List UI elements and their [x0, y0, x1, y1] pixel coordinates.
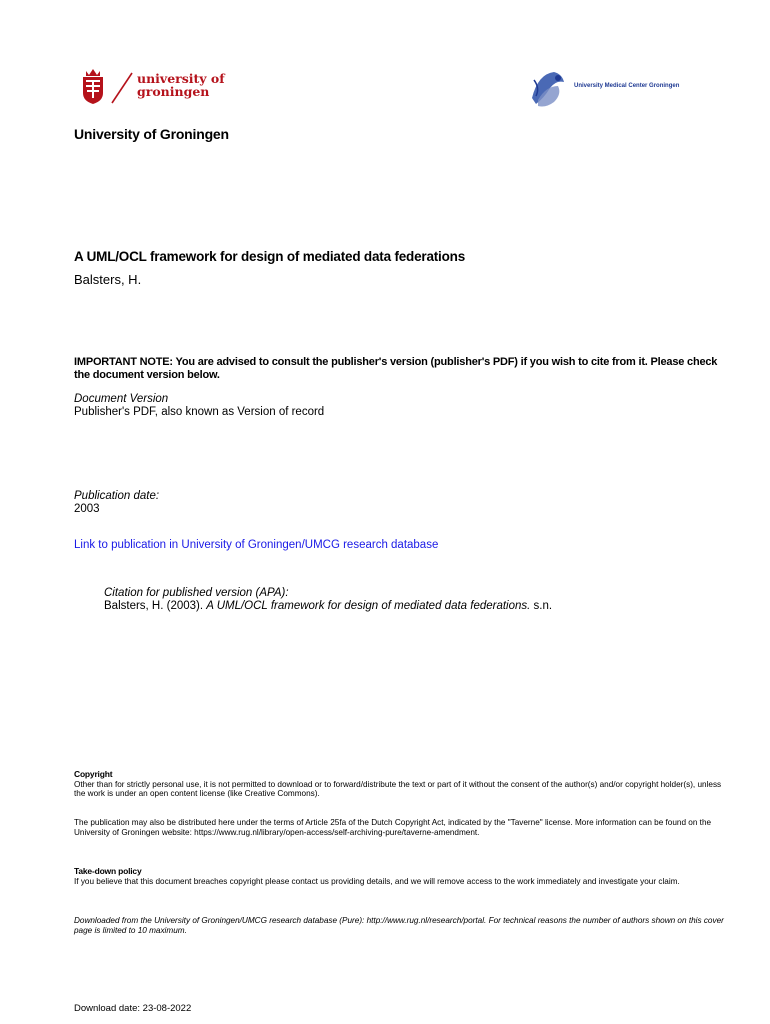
publication-title: A UML/OCL framework for design of mediated data federations — [74, 249, 466, 264]
citation-suffix: s.n. — [530, 600, 553, 612]
citation-text — [104, 600, 552, 613]
publication-date-block — [74, 490, 159, 515]
citation-label: Citation for published version (APA): — [104, 587, 289, 599]
institution-heading: University of Groningen — [74, 126, 229, 142]
rug-wordmark — [137, 72, 225, 98]
rug-slash-icon — [110, 71, 134, 105]
document-version-label: Document Version — [74, 393, 169, 405]
rug-wordmark-line2: groningen — [137, 84, 210, 99]
rug-wordmark-line1: university of — [137, 71, 225, 86]
document-version-block — [74, 393, 324, 418]
downloaded-from-text: Downloaded from the University of Groningen/UMCG research database (Pure): http://www.rug.nl/research/portal. For technical reasons the number of authors shown on this cover page is limited to 10 maximum. — [74, 916, 724, 935]
publication-author: Balsters, H. — [74, 272, 142, 287]
taverne-text: The publication may also be distributed here under the terms of Article 25fa of the Dutch Copyright Act, indicated by the "Taverne" license. More information can be found on the University of Groningen website: https://www.rug.nl/library/open-access/self-archiving-pure/taverne-amendment. — [74, 818, 712, 837]
publication-link[interactable]: Link to publication in University of Groningen/UMCG research database — [74, 539, 439, 551]
download-date: Download date: 23-08-2022 — [74, 1003, 192, 1014]
document-version-value: Publisher's PDF, also known as Version of record — [74, 405, 325, 418]
takedown-block — [74, 867, 724, 886]
takedown-text: If you believe that this document breaches copyright please contact us providing details, and we will remove access to the work immediately and investigate your claim. — [74, 876, 680, 886]
umcg-emblem-icon — [528, 68, 568, 110]
copyright-text: Other than for strictly personal use, it is not permitted to download or to forward/distribute the text or part of it without the consent of the author(s) and/or copyright holder(s), unless the work is under an open content license (like Creative Commons). — [74, 779, 722, 799]
citation-block — [104, 587, 552, 613]
citation-title: A UML/OCL framework for design of mediated data federations. — [206, 600, 531, 612]
takedown-heading: Take-down policy — [74, 866, 142, 876]
copyright-heading: Copyright — [74, 769, 113, 779]
publication-date-label: Publication date: — [74, 490, 160, 502]
umcg-logo — [528, 68, 708, 110]
umcg-wordmark: University Medical Center Groningen — [574, 83, 680, 89]
citation-prefix: Balsters, H. (2003). — [104, 600, 207, 612]
rug-seal-icon — [80, 67, 106, 105]
publication-date-value: 2003 — [74, 502, 100, 515]
copyright-block — [74, 770, 724, 799]
rug-logo — [80, 67, 230, 107]
important-note: IMPORTANT NOTE: You are advised to consult the publisher's version (publisher's PDF) if you wish to cite from it. Please check the document version below. — [74, 356, 718, 381]
